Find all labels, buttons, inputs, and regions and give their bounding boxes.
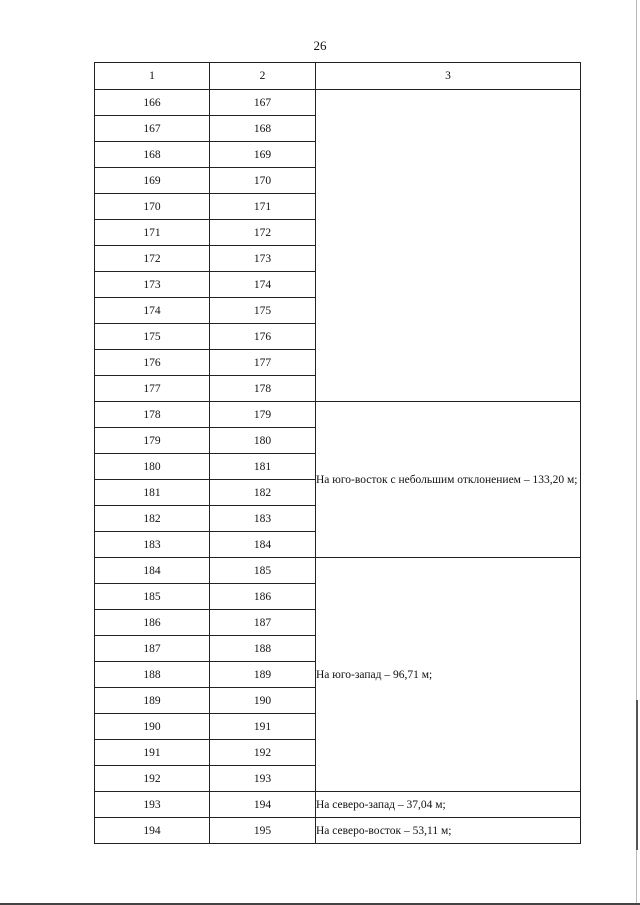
to-point-cell: 171 (210, 194, 316, 220)
from-point-cell: 172 (95, 246, 210, 272)
boundary-table (94, 62, 581, 844)
table-row (95, 402, 581, 428)
to-point-cell: 180 (210, 428, 316, 454)
direction-description-cell: На юго-восток с небольшим отклонением – 133,20 м; (316, 402, 581, 558)
from-point-cell: 168 (95, 142, 210, 168)
column-header-description: 3 (316, 63, 581, 90)
direction-description-cell: На юго-запад – 96,71 м; (316, 558, 581, 792)
table-row (95, 90, 581, 116)
to-point-cell: 173 (210, 246, 316, 272)
from-point-cell: 187 (95, 636, 210, 662)
from-point-cell: 194 (95, 818, 210, 844)
page-number: 26 (313, 38, 327, 53)
from-point-cell: 183 (95, 532, 210, 558)
from-point-cell: 189 (95, 688, 210, 714)
from-point-cell: 170 (95, 194, 210, 220)
to-point-cell: 167 (210, 90, 316, 116)
from-point-cell: 171 (95, 220, 210, 246)
from-point-cell: 185 (95, 584, 210, 610)
to-point-cell: 189 (210, 662, 316, 688)
to-point-cell: 175 (210, 298, 316, 324)
to-point-cell: 174 (210, 272, 316, 298)
table-header-row (95, 63, 581, 90)
to-point-cell: 182 (210, 480, 316, 506)
from-point-cell: 173 (95, 272, 210, 298)
from-point-cell: 193 (95, 792, 210, 818)
from-point-cell: 184 (95, 558, 210, 584)
to-point-cell: 191 (210, 714, 316, 740)
to-point-cell: 178 (210, 376, 316, 402)
to-point-cell: 193 (210, 766, 316, 792)
to-point-cell: 179 (210, 402, 316, 428)
column-header-from-point: 1 (95, 63, 210, 90)
table-row (95, 558, 581, 584)
from-point-cell: 176 (95, 350, 210, 376)
to-point-cell: 186 (210, 584, 316, 610)
to-point-cell: 188 (210, 636, 316, 662)
from-point-cell: 175 (95, 324, 210, 350)
scan-edge-mark (636, 700, 638, 850)
to-point-cell: 181 (210, 454, 316, 480)
from-point-cell: 174 (95, 298, 210, 324)
direction-description-cell (316, 90, 581, 402)
from-point-cell: 182 (95, 506, 210, 532)
column-header-to-point: 2 (210, 63, 316, 90)
direction-description-cell: На северо-восток – 53,11 м; (316, 818, 581, 844)
to-point-cell: 183 (210, 506, 316, 532)
to-point-cell: 195 (210, 818, 316, 844)
from-point-cell: 192 (95, 766, 210, 792)
to-point-cell: 185 (210, 558, 316, 584)
to-point-cell: 176 (210, 324, 316, 350)
table-body (95, 90, 581, 844)
from-point-cell: 167 (95, 116, 210, 142)
from-point-cell: 188 (95, 662, 210, 688)
from-point-cell: 180 (95, 454, 210, 480)
table-row (95, 792, 581, 818)
to-point-cell: 172 (210, 220, 316, 246)
to-point-cell: 187 (210, 610, 316, 636)
to-point-cell: 169 (210, 142, 316, 168)
to-point-cell: 190 (210, 688, 316, 714)
direction-description-cell: На северо-запад – 37,04 м; (316, 792, 581, 818)
to-point-cell: 168 (210, 116, 316, 142)
to-point-cell: 170 (210, 168, 316, 194)
from-point-cell: 181 (95, 480, 210, 506)
from-point-cell: 178 (95, 402, 210, 428)
from-point-cell: 186 (95, 610, 210, 636)
to-point-cell: 177 (210, 350, 316, 376)
from-point-cell: 179 (95, 428, 210, 454)
from-point-cell: 166 (95, 90, 210, 116)
from-point-cell: 191 (95, 740, 210, 766)
to-point-cell: 194 (210, 792, 316, 818)
from-point-cell: 177 (95, 376, 210, 402)
to-point-cell: 184 (210, 532, 316, 558)
from-point-cell: 169 (95, 168, 210, 194)
from-point-cell: 190 (95, 714, 210, 740)
to-point-cell: 192 (210, 740, 316, 766)
table-row (95, 818, 581, 844)
